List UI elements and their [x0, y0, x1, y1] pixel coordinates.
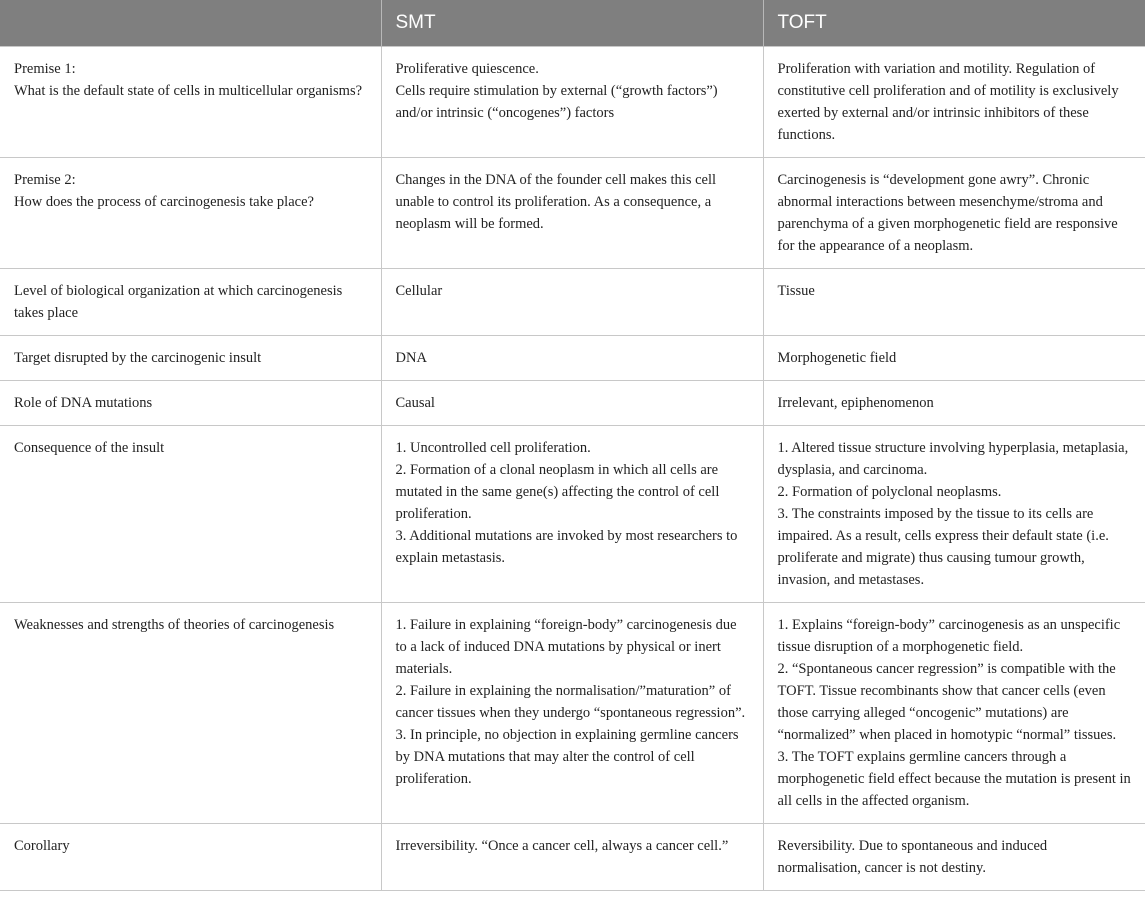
smt-text: 1. Failure in explaining “foreign-body” carcinogenesis due to a lack of induced DNA mutations by physical or inert materials.	[395, 617, 737, 677]
row-label: Weaknesses and strengths of theories of carcinogenesis	[14, 617, 335, 633]
smt-cell	[381, 603, 763, 824]
toft-cell	[763, 269, 1145, 336]
toft-text: 1. Altered tissue structure involving hyperplasia, metaplasia, dysplasia, and carcinoma.	[777, 440, 1129, 478]
toft-cell	[763, 47, 1145, 158]
smt-cell	[381, 269, 763, 336]
header-empty	[0, 0, 381, 47]
toft-cell	[763, 426, 1145, 603]
smt-text: 1. Uncontrolled cell proliferation.	[395, 440, 591, 456]
row-label-cell	[0, 336, 381, 381]
smt-text: Irreversibility. “Once a cancer cell, always a cancer cell.”	[395, 838, 729, 854]
smt-text: Proliferative quiescence.	[395, 61, 539, 77]
row-label-cell	[0, 47, 381, 158]
toft-text: 2. Formation of polyclonal neoplasms.	[777, 484, 1002, 500]
row-label-cell	[0, 381, 381, 426]
table-row	[0, 426, 1145, 603]
smt-text: Changes in the DNA of the founder cell makes this cell unable to control its proliferation. As a consequence, a neoplasm will be formed.	[395, 172, 717, 232]
toft-text: Carcinogenesis is “development gone awry”. Chronic abnormal interactions between mesenchyme/stroma and parenchyma of a given morphogenetic field are responsive for the appearance of a neoplasm.	[777, 172, 1118, 254]
toft-text: 1. Explains “foreign-body” carcinogenesis as an unspecific tissue disruption of a morphogenetic field.	[777, 617, 1121, 655]
row-label: Target disrupted by the carcinogenic insult	[14, 350, 262, 366]
smt-cell	[381, 47, 763, 158]
table-row	[0, 269, 1145, 336]
table-row	[0, 158, 1145, 269]
row-label: Premise 2:	[14, 172, 76, 188]
header-row	[0, 0, 1145, 47]
smt-text: Causal	[395, 395, 435, 411]
toft-cell	[763, 336, 1145, 381]
header-smt: SMT	[381, 0, 763, 47]
row-label-cell	[0, 824, 381, 891]
smt-cell	[381, 824, 763, 891]
row-label: What is the default state of cells in multicellular organisms?	[14, 83, 363, 99]
header-toft: TOFT	[763, 0, 1145, 47]
smt-text: 3. In principle, no objection in explaining germline cancers by DNA mutations that may alter the control of cell proliferation.	[395, 727, 739, 787]
table-row	[0, 47, 1145, 158]
toft-text: Tissue	[777, 283, 815, 299]
smt-text: Cellular	[395, 283, 443, 299]
toft-text: Reversibility. Due to spontaneous and induced normalisation, cancer is not destiny.	[777, 838, 1048, 876]
smt-cell	[381, 336, 763, 381]
row-label: Consequence of the insult	[14, 440, 165, 456]
smt-cell	[381, 426, 763, 603]
row-label-cell	[0, 426, 381, 603]
smt-text: Cells require stimulation by external (“growth factors”) and/or intrinsic (“oncogenes”) factors	[395, 83, 718, 121]
toft-cell	[763, 381, 1145, 426]
toft-text: Morphogenetic field	[777, 350, 897, 366]
smt-cell	[381, 381, 763, 426]
row-label: Corollary	[14, 838, 70, 854]
row-label: Role of DNA mutations	[14, 395, 153, 411]
row-label: Level of biological organization at which carcinogenesis takes place	[14, 283, 343, 321]
row-label: Premise 1:	[14, 61, 76, 77]
table-row	[0, 603, 1145, 824]
smt-cell	[381, 158, 763, 269]
smt-text: 2. Formation of a clonal neoplasm in which all cells are mutated in the same gene(s) affecting the control of cell proliferation.	[395, 462, 720, 522]
row-label-cell	[0, 269, 381, 336]
table-row	[0, 381, 1145, 426]
smt-text: DNA	[395, 350, 427, 366]
row-label: How does the process of carcinogenesis take place?	[14, 194, 314, 210]
row-label-cell	[0, 603, 381, 824]
toft-text: 2. “Spontaneous cancer regression” is compatible with the TOFT. Tissue recombinants show that cancer cells (even those carrying alleged “oncogenic” mutations) are “normalized” when placed in homotypic “normal” tissues.	[777, 661, 1117, 743]
table-row	[0, 824, 1145, 891]
toft-text: 3. The constraints imposed by the tissue to its cells are impaired. As a result, cells express their default state (i.e. proliferate and migrate) thus causing tumour growth, invasion, and metastases.	[777, 506, 1109, 588]
table-row	[0, 336, 1145, 381]
toft-cell	[763, 824, 1145, 891]
toft-text: Irrelevant, epiphenomenon	[777, 395, 934, 411]
smt-text: 2. Failure in explaining the normalisation/”maturation” of cancer tissues when they undergo “spontaneous regression”.	[395, 683, 746, 721]
toft-cell	[763, 603, 1145, 824]
toft-cell	[763, 158, 1145, 269]
smt-text: 3. Additional mutations are invoked by most researchers to explain metastasis.	[395, 528, 738, 566]
row-label-cell	[0, 158, 381, 269]
toft-text: 3. The TOFT explains germline cancers through a morphogenetic field effect because the mutation is present in all cells in the affected organism.	[777, 749, 1131, 809]
toft-text: Proliferation with variation and motility. Regulation of constitutive cell proliferation and of motility is exclusively exerted by external and/or intrinsic inhibitors of these functions.	[777, 61, 1119, 143]
